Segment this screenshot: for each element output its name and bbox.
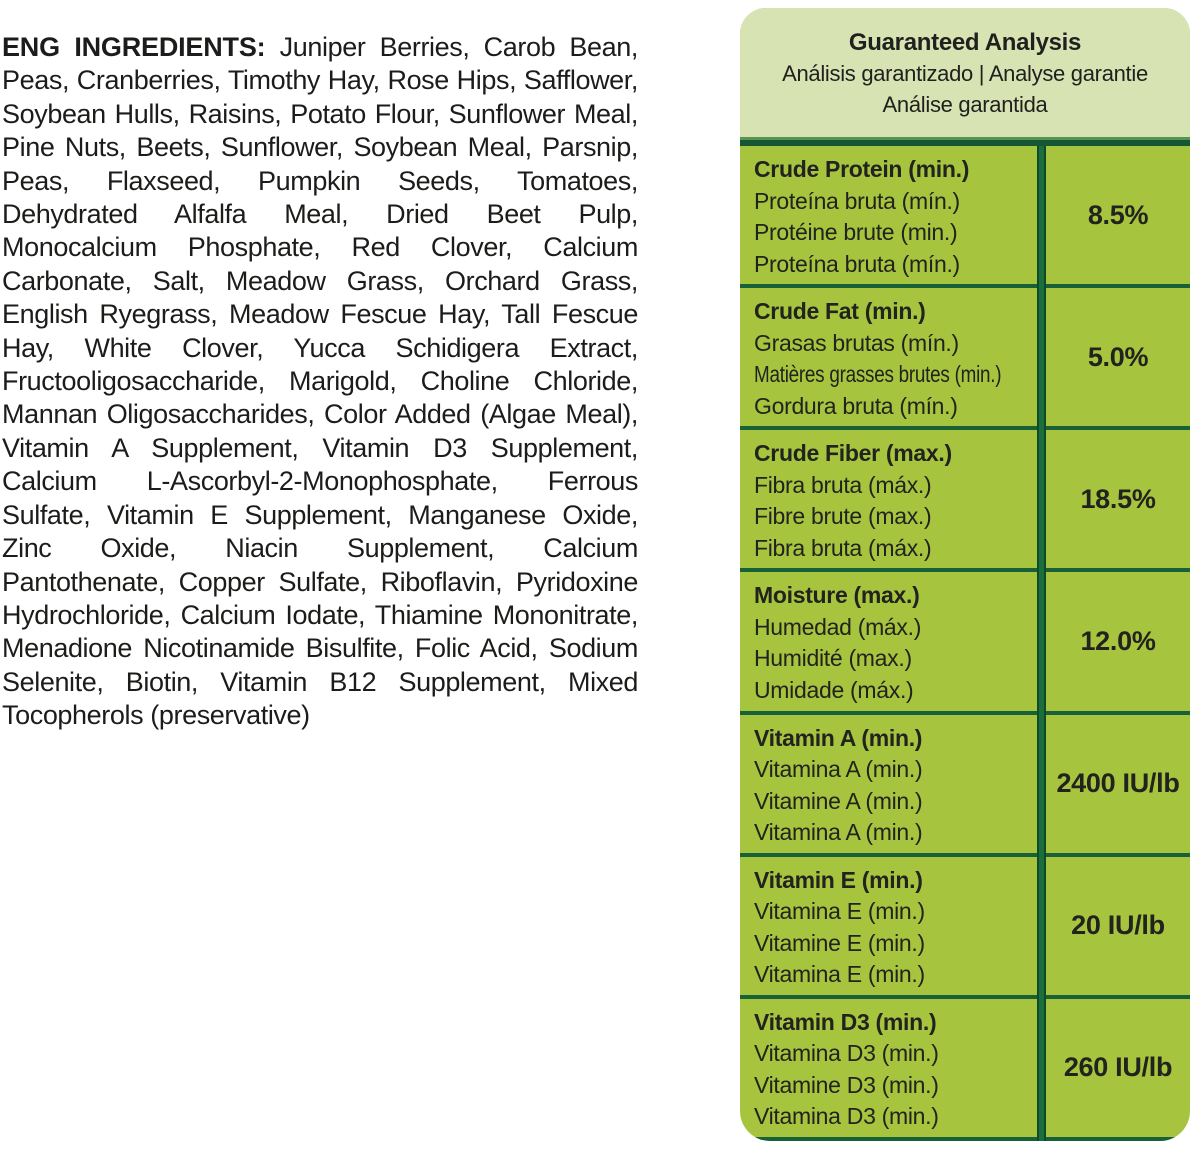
nutrient-name-pt: Fibra bruta (máx.): [754, 534, 932, 561]
nutrient-name-fr: Fibre brute (max.): [754, 503, 932, 530]
nutrient-name-en: Vitamin D3 (min.): [754, 1008, 937, 1035]
nutrient-name-fr: Vitamine E (min.): [754, 929, 925, 956]
nutrient-name-es: Proteína bruta (mín.): [754, 187, 960, 214]
nutrient-label-cell: [740, 999, 1037, 1137]
nutrient-value: 18.5%: [1080, 483, 1156, 514]
table-row-moisture: [740, 572, 1190, 714]
nutrient-name-fr: Vitamine A (min.): [754, 787, 923, 814]
table-row-vitamin-a: [740, 715, 1190, 857]
ingredients-text: Juniper Berries, Carob Bean, Peas, Cranberries, Timothy Hay, Rose Hips, Safflower, Soybean Hulls, Raisins, Potato Flour, Sunflower Meal, Pine Nuts, Beets, Sunflower, Soybean Meal, Parsnip, Peas, Flaxseed, Pumpkin Seeds, Tomatoes, Dehydrated Alfalfa Meal, Dried Beet Pulp, Monocalcium Phosphate, Red Clover, Calcium Carbonate, Salt, Meadow Grass, Orchard Grass, English Ryegrass, Meadow Fescue Hay, Tall Fescue Hay, White Clover, Yucca Schidigera Extract, Fructooligosaccharide, Marigold, Choline Chloride, Mannan Oligosaccharides, Color Added (Algae Meal), Vitamin A Supplement, Vitamin D3 Supplement, Calcium L-Ascorbyl-2-Monophosphate, Ferrous Sulfate, Vitamin E Supplement, Manganese Oxide, Zinc Oxide, Niacin Supplement, Calcium Pantothenate, Copper Sulfate, Riboflavin, Pyridoxine Hydrochloride, Calcium Iodate, Thiamine Mononitrate, Menadione Nicotinamide Bisulfite, Folic Acid, Sodium Selenite, Biotin, Vitamin B12 Supplement, Mixed Tocopherols (preservative): [2, 32, 638, 731]
nutrient-label-cell: [740, 572, 1037, 710]
nutrient-name-en: Moisture (max.): [754, 582, 920, 609]
nutrient-value: 2400 IU/lb: [1056, 768, 1180, 799]
ingredients-paragraph: [2, 31, 638, 733]
nutrient-name-pt: Vitamina E (min.): [754, 961, 925, 988]
nutrient-name-fr: Protéine brute (min.): [754, 219, 958, 245]
nutrient-name-pt: Vitamina A (min.): [754, 819, 923, 846]
nutrient-value: 20 IU/lb: [1071, 910, 1165, 941]
table-row-crude-fat: [740, 288, 1190, 430]
nutrient-name-es: Vitamina D3 (min.): [754, 1040, 939, 1067]
nutrient-name-fr: Humidité (max.): [754, 645, 912, 672]
nutrient-name-en: Crude Protein (min.): [754, 156, 970, 182]
nutrient-label-cell: [740, 430, 1037, 568]
nutrient-label-cell: [740, 288, 1037, 426]
nutrient-name-pt: Umidade (máx.): [754, 676, 914, 703]
nutrient-value: 8.5%: [1087, 199, 1149, 230]
table-row-crude-fiber: [740, 430, 1190, 572]
nutrient-label-cell: [740, 857, 1037, 995]
guaranteed-analysis-table: [740, 146, 1190, 1141]
nutrient-name-en: Vitamin A (min.): [754, 724, 923, 751]
nutrient-name-en: Crude Fat (min.): [754, 298, 926, 325]
nutrient-label-cell: [740, 715, 1037, 853]
nutrient-name-fr: Vitamine D3 (min.): [754, 1071, 939, 1098]
nutrient-name-es: Grasas brutas (mín.): [754, 329, 959, 356]
nutrient-name-en: Vitamin E (min.): [754, 866, 923, 893]
nutrient-name-es: Vitamina E (min.): [754, 898, 925, 925]
nutrient-name-es: Fibra bruta (máx.): [754, 471, 932, 498]
nutrient-label-cell: [740, 146, 1037, 284]
guaranteed-analysis-title: Guaranteed Analysis: [848, 29, 1082, 56]
header-divider: [740, 137, 1190, 146]
nutrient-name-fr: Matières grasses brutes (min.): [754, 361, 1002, 388]
nutrient-value: 12.0%: [1080, 625, 1156, 656]
nutrient-value: 260 IU/lb: [1063, 1052, 1173, 1083]
table-row-vitamin-d3: [740, 999, 1190, 1141]
guaranteed-analysis-subtitle-1: Análisis garantizado | Analyse garantie: [782, 61, 1148, 86]
guaranteed-analysis-header: [740, 8, 1190, 137]
nutrient-name-es: Vitamina A (min.): [754, 756, 923, 783]
table-row-vitamin-e: [740, 857, 1190, 999]
nutrient-name-pt: Vitamina D3 (min.): [754, 1103, 939, 1130]
table-row-crude-protein: [740, 146, 1190, 288]
nutrient-name-es: Humedad (máx.): [754, 613, 922, 640]
nutrient-name-en: Crude Fiber (max.): [754, 440, 952, 467]
guaranteed-analysis-subtitle-2: Análise garantida: [882, 92, 1048, 117]
ingredients-label: ENG INGREDIENTS:: [2, 32, 266, 62]
column-divider: [1037, 146, 1046, 1141]
guaranteed-analysis-panel: [740, 8, 1190, 1141]
nutrient-name-pt: Proteína bruta (mín.): [754, 250, 960, 277]
nutrient-name-pt: Gordura bruta (mín.): [754, 392, 958, 419]
nutrient-value: 5.0%: [1087, 341, 1149, 372]
